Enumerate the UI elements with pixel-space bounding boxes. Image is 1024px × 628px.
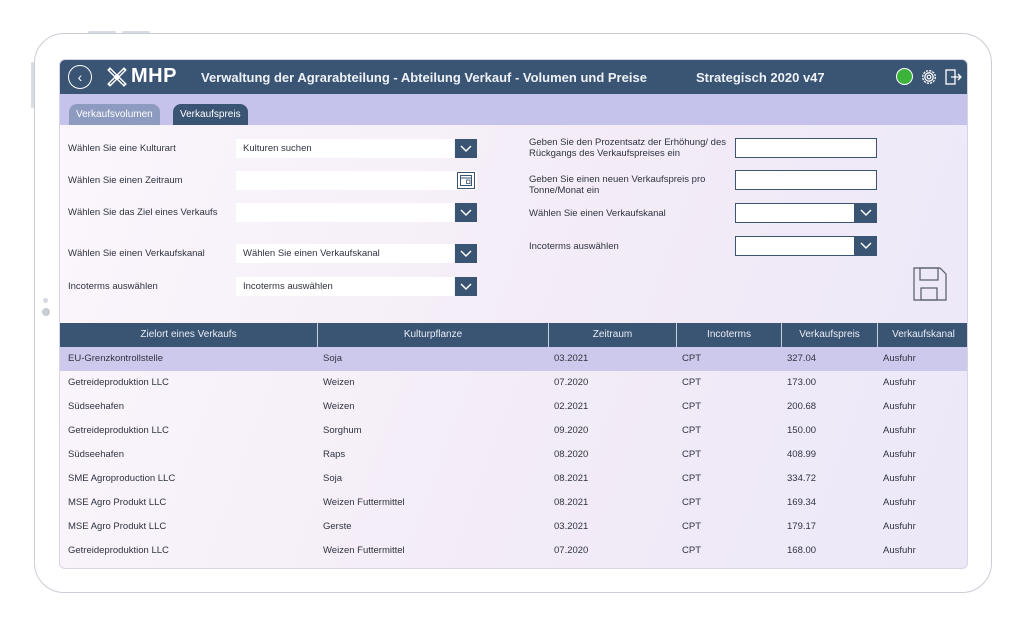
cell-crop: Weizen Futtermittel [323,497,405,508]
channel-dropdown-button[interactable] [455,244,477,263]
gear-icon[interactable] [919,67,939,87]
cell-incoterms: CPT [682,401,701,412]
cell-crop: Raps [323,449,346,460]
cell-price: 169.34 [787,497,817,508]
cell-crop: Weizen [323,377,355,388]
channel-select[interactable]: Wählen Sie einen Verkaufskanal [236,244,454,263]
cell-destination: MSE Agro Produkt LLC [68,521,167,532]
cell-incoterms: CPT [682,521,701,532]
calendar-icon[interactable] [457,172,475,189]
crop-select[interactable]: Kulturen suchen [236,139,454,158]
column-header-period[interactable]: Zeitraum [549,323,677,347]
cell-price: 173.00 [787,377,817,388]
cell-period: 07.2020 [554,545,589,556]
cell-destination: Getreideproduktion LLC [68,545,169,556]
period-input[interactable] [236,171,477,190]
cell-incoterms: CPT [682,449,701,460]
cell-price: 179.17 [787,521,817,532]
back-arrow-icon[interactable]: ‹ [68,65,92,89]
cell-incoterms: CPT [682,545,701,556]
logo-text: MHP [131,65,177,87]
cell-period: 08.2020 [554,449,589,460]
chevron-down-icon [860,209,872,217]
cell-crop: Gerste [323,521,352,532]
cell-price: 408.99 [787,449,817,460]
cell-period: 03.2021 [554,353,589,364]
table-row[interactable] [60,539,968,563]
cell-period: 03.2021 [554,521,589,532]
cell-incoterms: CPT [682,473,701,484]
cell-destination: EU-Grenzkontrollstelle [68,353,164,364]
version-label: Strategisch 2020 v47 [696,70,825,85]
column-header-incoterms[interactable]: Incoterms [677,323,782,347]
tab-bar [60,94,968,125]
cell-channel: Ausfuhr [883,353,916,364]
cell-price: 327.04 [787,353,817,364]
chevron-down-icon [860,242,872,250]
cell-period: 07.2020 [554,377,589,388]
cell-incoterms: CPT [682,353,701,364]
app-window [59,59,968,569]
logout-icon[interactable] [943,67,963,87]
column-header-crop[interactable]: Kulturpflanze [318,323,549,347]
chevron-down-icon [460,250,472,258]
tab-verkaufspreis[interactable]: Verkaufspreis [173,104,248,125]
cell-destination: Südseehafen [68,401,124,412]
cell-destination: Südseehafen [68,449,124,460]
new-price-input[interactable] [735,170,877,190]
cell-destination: MSE Agro Produkt LLC [68,497,167,508]
new-price-label: Geben Sie einen neuen Verkaufspreis pro Tonne/Monat ein [529,174,706,196]
cell-incoterms: CPT [682,377,701,388]
cell-destination: Getreideproduktion LLC [68,377,169,388]
chevron-down-icon [460,209,472,217]
save-icon[interactable] [912,266,948,302]
windmill-logo-icon [106,66,128,88]
cell-price: 168.00 [787,545,817,556]
cell-crop: Sorghum [323,425,362,436]
cell-channel: Ausfuhr [883,449,916,460]
cell-price: 200.68 [787,401,817,412]
right-channel-label: Wählen Sie einen Verkaufskanal [529,208,666,219]
right-incoterms-label: Incoterms auswählen [529,241,619,252]
table-row[interactable] [60,419,968,443]
cell-channel: Ausfuhr [883,377,916,388]
cell-channel: Ausfuhr [883,401,916,412]
table-row[interactable] [60,467,968,491]
tab-verkaufsvolumen[interactable]: Verkaufsvolumen [69,104,160,125]
table-body [60,347,968,563]
table-row[interactable] [60,371,968,395]
chevron-down-icon [460,283,472,291]
chevron-down-icon [460,145,472,153]
status-indicator [896,68,913,85]
percent-change-input[interactable] [735,138,877,158]
cell-crop: Soja [323,473,343,484]
destination-select[interactable] [236,203,454,222]
calendar-glyph [460,175,472,186]
cell-destination: SME Agroproduction LLC [68,473,176,484]
device-camera [43,298,48,303]
cell-period: 08.2021 [554,497,589,508]
destination-label: Wählen Sie das Ziel eines Verkaufs [68,207,218,218]
cell-channel: Ausfuhr [883,425,916,436]
cell-period: 02.2021 [554,401,589,412]
page-title: Verwaltung der Agrarabteilung - Abteilung Verkauf - Volumen und Preise [201,70,647,85]
right-channel-select[interactable] [735,203,855,223]
crop-label: Wählen Sie eine Kulturart [68,143,176,154]
period-label: Wählen Sie einen Zeitraum [68,175,183,186]
cell-period: 09.2020 [554,425,589,436]
cell-crop: Weizen Futtermittel [323,545,405,556]
right-channel-dropdown-button[interactable] [855,203,877,223]
column-header-price[interactable]: Verkaufspreis [782,323,878,347]
cell-price: 334.72 [787,473,817,484]
device-camera [42,308,50,316]
cell-channel: Ausfuhr [883,473,916,484]
right-incoterms-dropdown-button[interactable] [855,236,877,256]
table-header [60,323,968,347]
column-header-channel[interactable]: Verkaufskanal [892,329,955,340]
incoterms-label: Incoterms auswählen [68,281,158,292]
table-row[interactable] [60,491,968,515]
cell-crop: Soja [323,353,343,364]
cell-price: 150.00 [787,425,817,436]
percent-change-label: Geben Sie den Prozentsatz der Erhöhung/ des Rückgangs des Verkaufspreises ein [529,137,726,159]
cell-period: 08.2021 [554,473,589,484]
crop-dropdown-button[interactable] [455,139,477,158]
table-row[interactable] [60,515,968,539]
incoterms-select[interactable]: Incoterms auswählen [236,277,454,296]
destination-dropdown-button[interactable] [455,203,477,222]
right-incoterms-select[interactable] [735,236,855,256]
channel-label: Wählen Sie einen Verkaufskanal [68,248,205,259]
table-row[interactable] [60,443,968,467]
table-row[interactable] [60,395,968,419]
cell-crop: Weizen [323,401,355,412]
cell-incoterms: CPT [682,425,701,436]
table-row[interactable] [60,347,968,371]
cell-incoterms: CPT [682,497,701,508]
cell-destination: Getreideproduktion LLC [68,425,169,436]
cell-channel: Ausfuhr [883,497,916,508]
column-header-destination[interactable]: Zielort eines Verkaufs [60,323,318,347]
sales-table [60,323,968,563]
cell-channel: Ausfuhr [883,521,916,532]
cell-channel: Ausfuhr [883,545,916,556]
app-header [60,60,968,94]
incoterms-dropdown-button[interactable] [455,277,477,296]
